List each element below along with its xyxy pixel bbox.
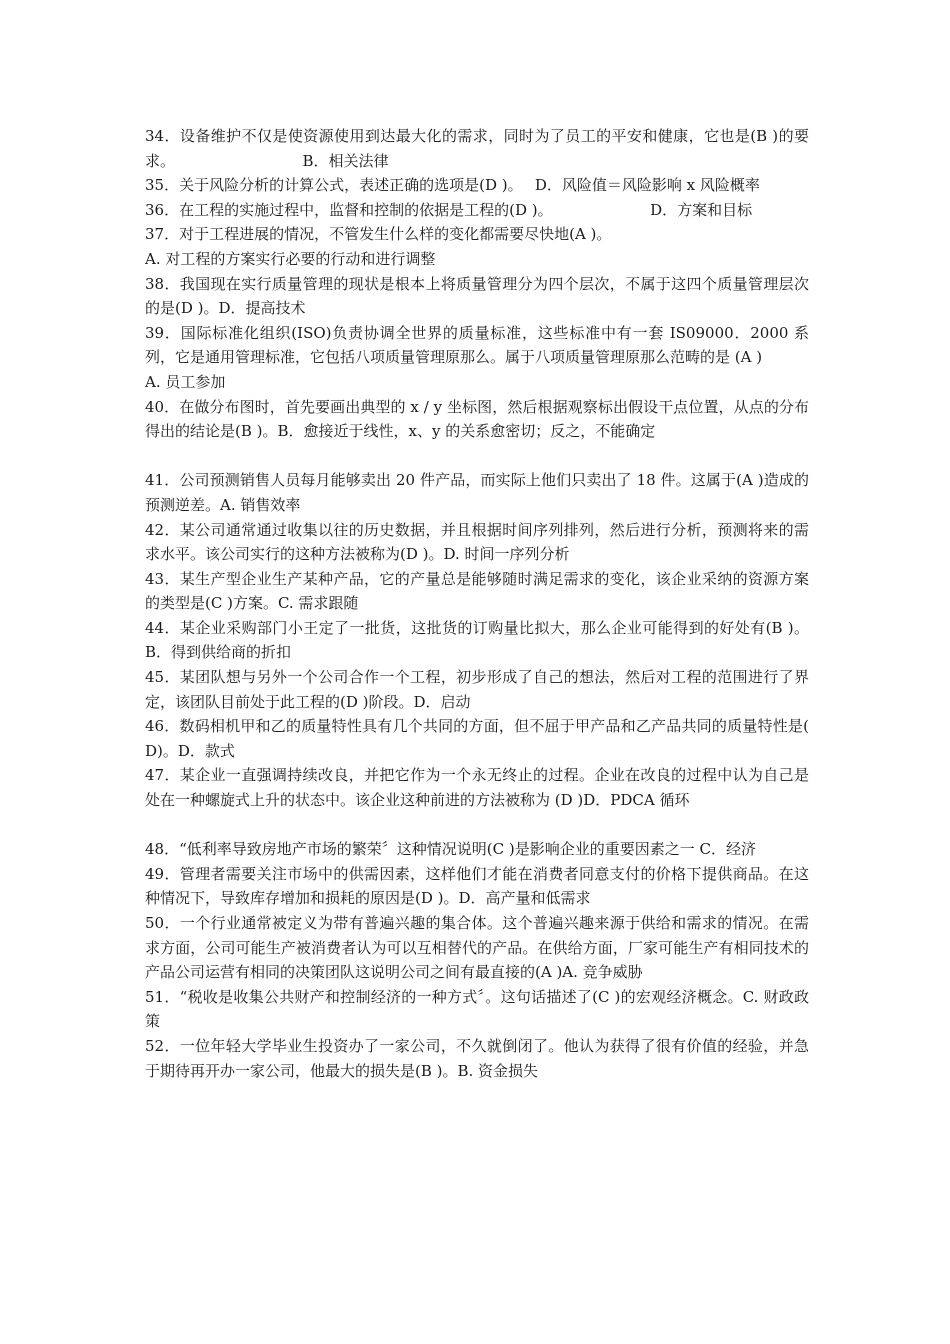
answer-39: A. 员工参加: [145, 372, 226, 391]
question-43: 43．某生产型企业生产某种产品，它的产量总是能够随时满足需求的变化，该企业采纳的资源方案的类型是(C )方案。C. 需求跟随: [145, 569, 809, 613]
question-46: 46．数码相机甲和乙的质量特性具有几个共同的方面，但不屈于甲产品和乙产品共同的质量特性是( D)。D．款式: [145, 717, 809, 760]
question-44: 44．某企业采购部门小王定了一批货，这批货的订购量比拟大，那么企业可能得到的好处有(B )。B．得到供给商的折扣: [145, 618, 809, 662]
question-34: 34．设备维护不仅是使资源使用到达最大化的需求，同时为了员工的平安和健康，它也是(B )的要求。 B．相关法律: [145, 127, 809, 170]
question-40: 40．在做分布图时，首先要画出典型的 x / y 坐标图，然后根据观察标出假设干点位置，从点的分布得出的结论是(B )。B．愈接近于线性，x、y 的关系愈密切；反之，不能确定: [145, 397, 809, 441]
question-41: 41．公司预测销售人员每月能够卖出 20 件产品，而实际上他们只卖出了 18 件。这属于(A )造成的预测逆差。A. 销售效率: [145, 471, 809, 514]
question-51: 51．“税收是收集公共财产和控制经济的一种方式〞。这句话描述了(C )的宏观经济概念。C. 财政政策: [145, 987, 809, 1031]
blank-line: [145, 444, 809, 469]
document-page: [145, 124, 809, 1083]
question-37: 37．对于工程进展的情况，不管发生什么样的变化都需要尽快地(A )。: [145, 225, 612, 244]
question-42: 42．某公司通常通过收集以往的历史数据，并且根据时间序列排列，然后进行分析，预测将来的需求水平。该公司实行的这种方法被称为(D )。D. 时间一序列分析: [145, 520, 809, 564]
question-38: 38．我国现在实行质量管理的现状是根本上将质量管理分为四个层次，不属于这四个质量管理层次的是(D )。D．提高技术: [145, 274, 809, 318]
question-45: 45．某团队想与另外一个公司合作一个工程，初步形成了自己的想法，然后对工程的范围进行了界定，该团队目前处于此工程的(D )阶段。D．启动: [145, 668, 809, 711]
question-35: 35．关于风险分析的计算公式，表述正确的选项是(D )。 D．风险值＝风险影响 x 风险概率: [145, 176, 760, 195]
blank-line: [145, 813, 809, 838]
question-39: 39．国际标准化组织(ISO)负责协调全世界的质量标准，这些标准中有一套 IS09000．2000 系列，它是通用管理标准，它包括八项质量管理原那么。属于八项质量管理原那么范畴的是 (A ): [145, 323, 809, 367]
question-52: 52．一位年轻大学毕业生投资办了一家公司，不久就倒闭了。他认为获得了很有价值的经验，并急于期待再开办一家公司，他最大的损失是(B )。B. 资金损失: [145, 1036, 809, 1080]
question-47: 47．某企业一直强调持续改良，并把它作为一个永无终止的过程。企业在改良的过程中认为自己是处在一种螺旋式上升的状态中。该企业这种前进的方法被称为 (D )D．PDCA 循环: [145, 766, 809, 810]
answer-37: A. 对工程的方案实行必要的行动和进行调整: [145, 249, 436, 268]
question-48: 48．“低利率导致房地产市场的繁荣〞这种情况说明(C )是影响企业的重要因素之一 C．经济: [145, 840, 756, 859]
question-36: 36．在工程的实施过程中，监督和控制的依据是工程的(D )。 D．方案和目标: [145, 200, 753, 219]
question-49: 49．管理者需要关注市场中的供需因素，这样他们才能在消费者同意支付的价格下提供商品。在这种情况下，导致库存增加和损耗的原因是(D )。D．高产量和低需求: [145, 864, 809, 908]
question-50: 50．一个行业通常被定义为带有普遍兴趣的集合体。这个普遍兴趣来源于供给和需求的情况。在需求方面，公司可能生产被消费者认为可以互相替代的产品。在供给方面，厂家可能生产有相同技术的产品公司运营有相同的决策团队这说明公司之间有最直接的(A )A. 竞争威胁: [145, 914, 809, 982]
